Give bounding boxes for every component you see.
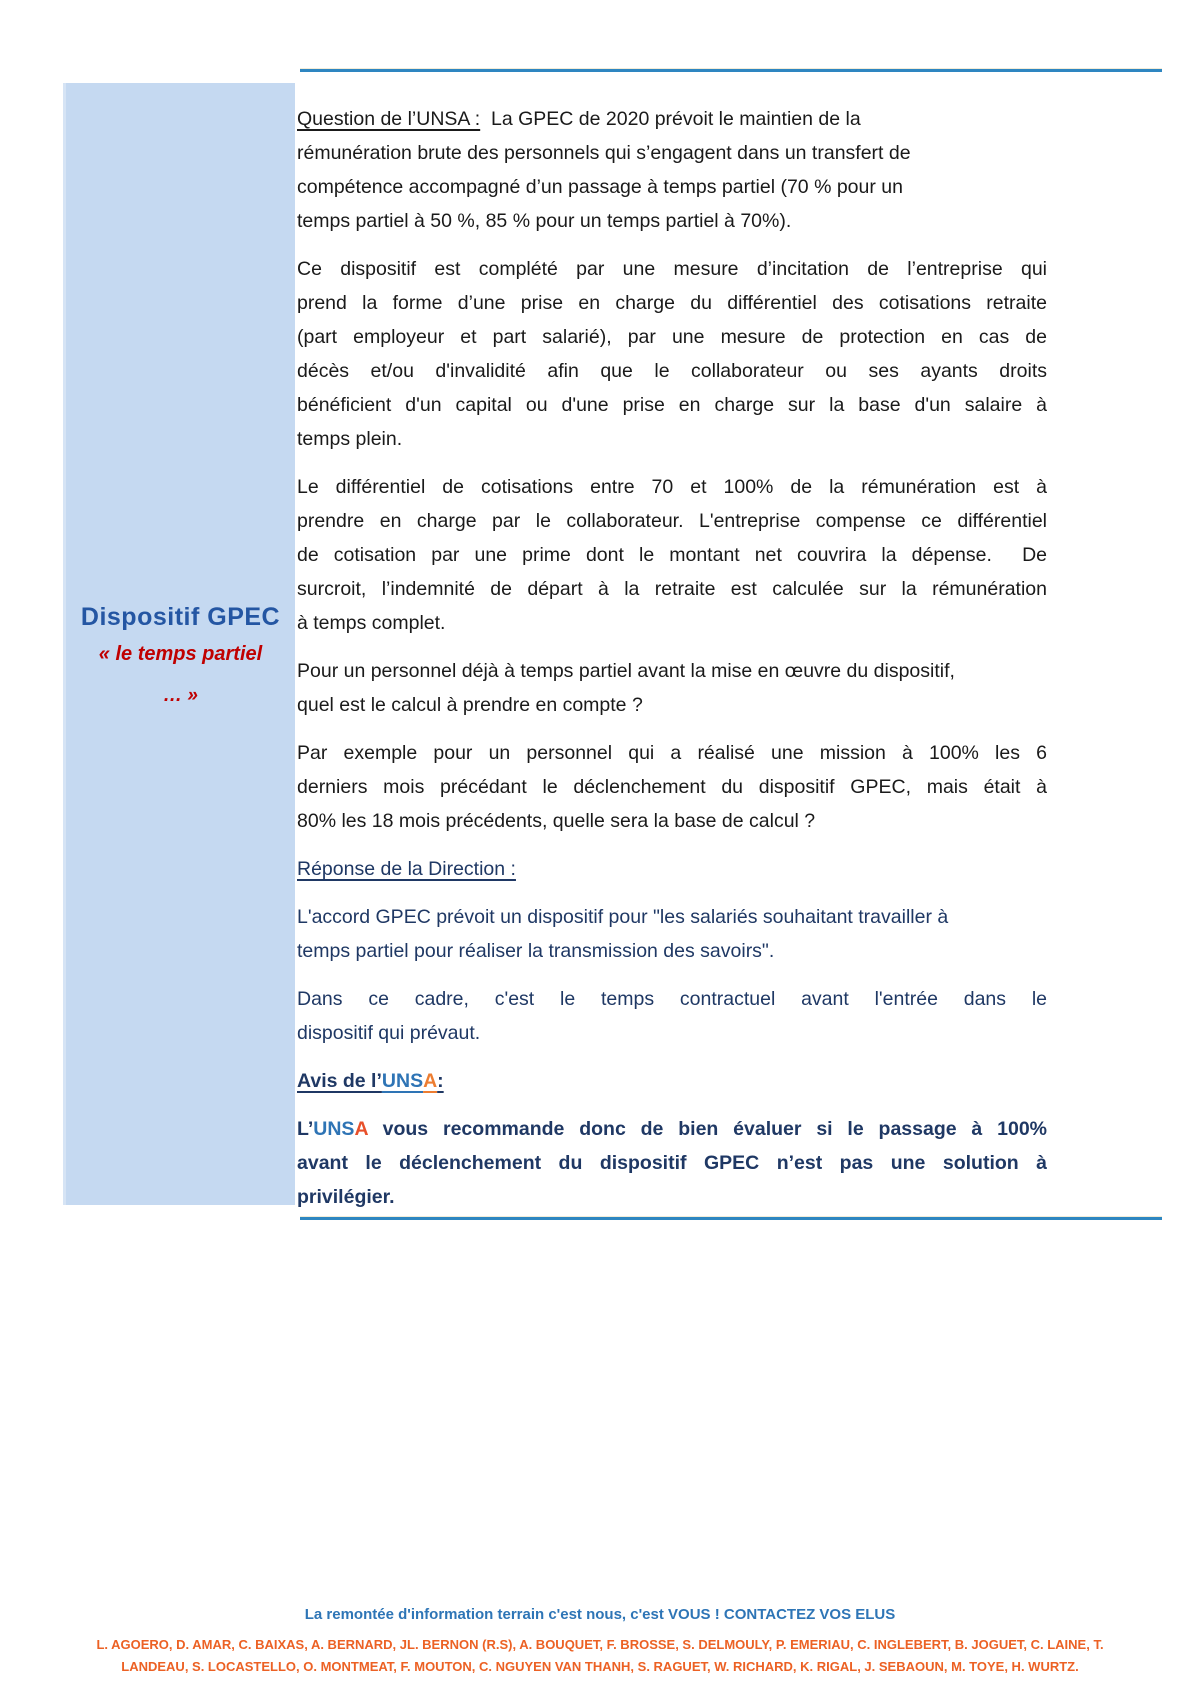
para-dispositif-mesure [297,252,1047,456]
para-accord-gpec [297,900,1047,968]
para-differentiel-cotisations-line: prendre en charge par le collaborateur. L'entreprise compense ce différentiel [297,510,1047,532]
para-recommandation-unsa-line: L’UNSA vous recommande donc de bien évaluer si le passage à 100% [297,1118,1047,1140]
para-exemple-mission-line: Par exemple pour un personnel qui a réalisé une mission à 100% les 6 [297,742,1047,764]
para-dispositif-mesure-line: décès et/ou d'invalidité afin que le collaborateur ou ses ayants droits [297,360,1047,382]
heading-avis-unsa-line: Avis de l’UNSA: [297,1070,444,1092]
sidebar-subtitle-line2: … » [163,685,198,706]
heading-avis-unsa [297,1064,1047,1098]
para-personnel-temps-partiel-line: Pour un personnel déjà à temps partiel avant la mise en œuvre du dispositif, [297,660,955,682]
para-accord-gpec-line: temps partiel pour réaliser la transmission des savoirs". [297,940,775,962]
bottom-divider-rule [300,1216,1162,1220]
para-exemple-mission [297,736,1047,838]
heading-reponse-direction-line: Réponse de la Direction : [297,858,516,880]
footer-names-line1: L. AGOERO, D. AMAR, C. BAIXAS, A. BERNARD, JL. BERNON (R.S), A. BOUQUET, F. BROSSE, S. DELMOULY, P. EMERIAU, C. INGLEBERT, B. JOGUET, C. LAINE, T. [96,1637,1104,1652]
para-accord-gpec-line: L'accord GPEC prévoit un dispositif pour "les salariés souhaitant travailler à [297,906,949,928]
main-content [297,102,1047,1228]
heading-reponse-direction [297,852,1047,886]
footer-slogan: La remontée d'information terrain c'est nous, c'est VOUS ! CONTACTEZ VOS ELUS [304,1606,896,1623]
para-personnel-temps-partiel-line: quel est le calcul à prendre en compte ? [297,694,643,716]
para-recommandation-unsa-line: privilégier. [297,1186,395,1208]
para-dispositif-mesure-line: bénéficient d'un capital ou d'une prise en charge sur la base d'un salaire à [297,394,1047,416]
para-differentiel-cotisations-line: surcroit, l’indemnité de départ à la retraite est calculée sur la rémunération [297,578,1047,600]
para-dispositif-mesure-line: (part employeur et part salarié), par une mesure de protection en cas de [297,326,1047,348]
para-exemple-mission-line: derniers mois précédant le déclenchement du dispositif GPEC, mais était à [297,776,1047,798]
para-cadre-temps-contractuel [297,982,1047,1050]
para-question-unsa-line: Question de l’UNSA : La GPEC de 2020 prévoit le maintien de la [297,108,861,130]
para-cadre-temps-contractuel-line: Dans ce cadre, c'est le temps contractuel avant l'entrée dans le [297,988,1047,1010]
para-dispositif-mesure-line: prend la forme d’une prise en charge du différentiel des cotisations retraite [297,292,1047,314]
para-question-unsa [297,102,1047,238]
sidebar-label-box [63,83,295,1205]
para-exemple-mission-line: 80% les 18 mois précédents, quelle sera la base de calcul ? [297,810,816,832]
para-recommandation-unsa-line: avant le déclenchement du dispositif GPEC n’est pas une solution à [297,1152,1047,1174]
para-dispositif-mesure-line: Ce dispositif est complété par une mesure d’incitation de l’entreprise qui [297,258,1047,280]
para-recommandation-unsa [297,1112,1047,1214]
para-question-unsa-line: temps partiel à 50 %, 85 % pour un temps partiel à 70%). [297,210,792,232]
para-question-unsa-line: compétence accompagné d’un passage à temps partiel (70 % pour un [297,176,903,198]
top-divider-rule [300,68,1162,72]
para-cadre-temps-contractuel-line: dispositif qui prévaut. [297,1022,481,1044]
sidebar-subtitle-line1: « le temps partiel [98,643,263,665]
sidebar-title: Dispositif GPEC [80,603,281,631]
para-personnel-temps-partiel [297,654,1047,722]
para-differentiel-cotisations-line: Le différentiel de cotisations entre 70 et 100% de la rémunération est à [297,476,1047,498]
para-dispositif-mesure-line: temps plein. [297,428,403,450]
para-question-unsa-line: rémunération brute des personnels qui s’engagent dans un transfert de [297,142,911,164]
footer-names-line2: LANDEAU, S. LOCASTELLO, O. MONTMEAT, F. MOUTON, C. NGUYEN VAN THANH, S. RAGUET, W. RICHARD, K. RIGAL, J. SEBAOUN, M. TOYE, H. WURTZ. [121,1659,1079,1674]
para-differentiel-cotisations-line: à temps complet. [297,612,446,634]
para-differentiel-cotisations [297,470,1047,640]
para-differentiel-cotisations-line: de cotisation par une prime dont le montant net couvrira la dépense. De [297,544,1047,566]
